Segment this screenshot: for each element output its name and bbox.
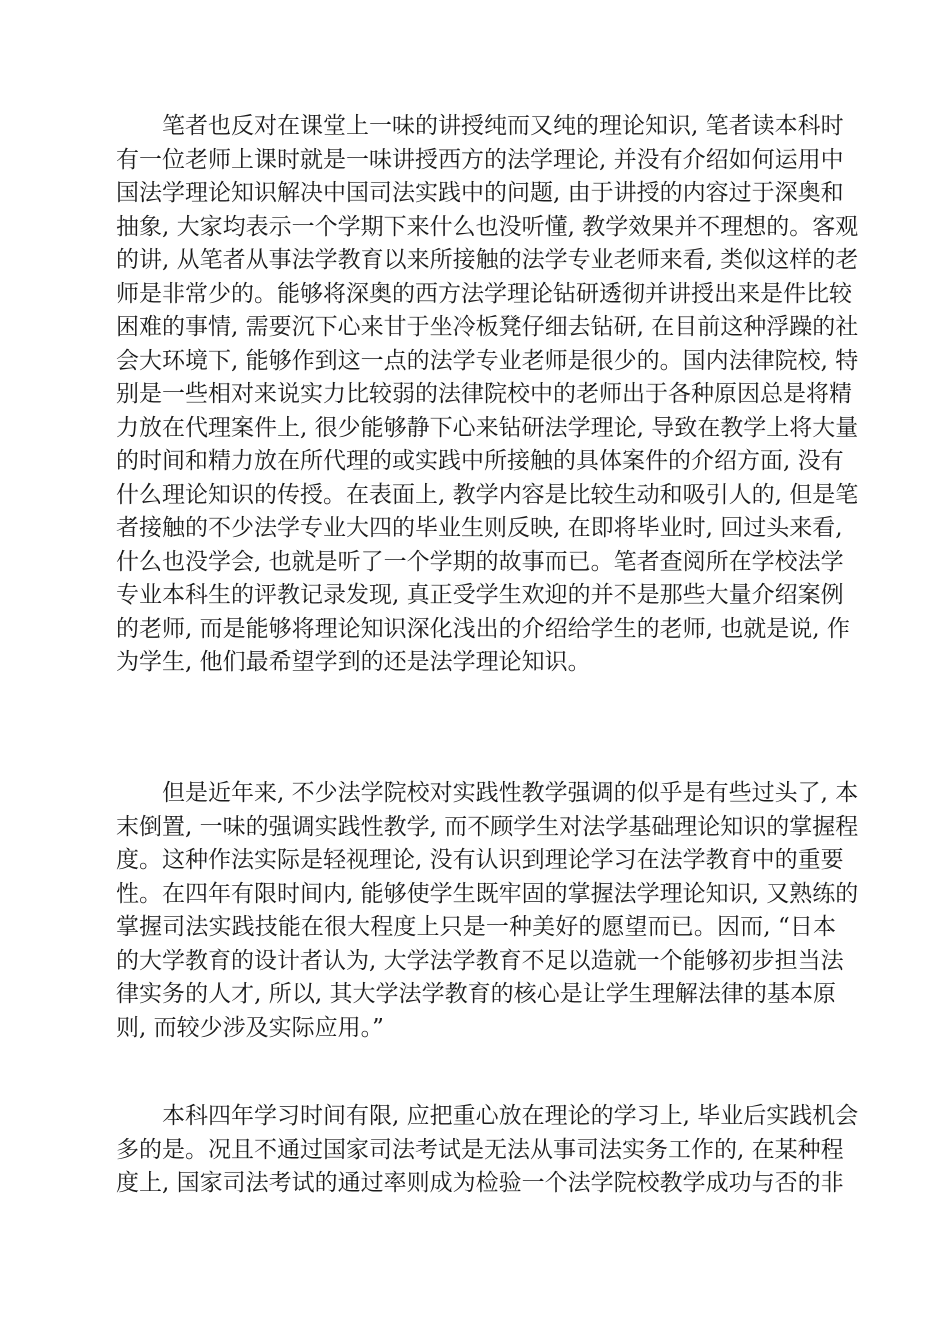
text-line: 力放在代理案件上, 很少能够静下心来钻研法学理论, 导致在教学上将大量 [116,414,859,441]
text-line: 为学生, 他们最希望学到的还是法学理论知识。 [116,649,591,675]
paragraph-2 [116,777,859,1045]
text-line: 的讲, 从笔者从事法学教育以来所接触的法学专业老师来看, 类似这样的老 [116,247,859,273]
text-line: 抽象, 大家均表示一个学期下来什么也没听懂, 教学效果并不理想的。客观 [116,213,859,240]
paragraph-3 [116,1100,859,1201]
text-line: 的时间和精力放在所代理的或实践中所接触的具体案件的介绍方面, 没有 [116,448,844,474]
text-line: 度。这种作法实际是轻视理论, 没有认识到理论学习在法学教育中的重要 [116,847,844,873]
text-line: 多的是。况且不通过国家司法考试是无法从事司法实务工作的, 在某种程 [116,1136,844,1163]
text-line: 会大环境下, 能够作到这一点的法学专业老师是很少的。国内法律院校, 特 [116,347,859,374]
text-line: 专业本科生的评教记录发现, 真正受学生欢迎的并不是那些大量介绍案例 [116,582,844,608]
text-line: 末倒置, 一味的强调实践性教学, 而不顾学生对法学基础理论知识的掌握程 [116,813,859,840]
text-line: 性。在四年有限时间内, 能够使学生既牢固的掌握法学理论知识, 又熟练的 [116,880,859,907]
text-line: 师是非常少的。能够将深奥的西方法学理论钻研透彻并讲授出来是件比较 [116,280,852,307]
text-line: 有一位老师上课时就是一味讲授西方的法学理论, 并没有介绍如何运用中 [116,146,844,173]
text-line: 者接触的不少法学专业大四的毕业生则反映, 在即将毕业时, 回过头来看, [116,515,843,541]
text-line: 的大学教育的设计者认为, 大学法学教育不足以造就一个能够初步担当法 [116,947,844,974]
paragraph-1 [116,110,859,680]
text-line: 本科四年学习时间有限, 应把重心放在理论的学习上, 毕业后实践机会 [162,1103,859,1129]
text-line: 但是近年来, 不少法学院校对实践性教学强调的似乎是有些过头了, 本 [162,780,859,806]
text-line: 什么也没学会, 也就是听了一个学期的故事而已。笔者查阅所在学校法学 [116,548,844,575]
text-line: 则, 而较少涉及实际应用。” [116,1014,384,1041]
text-line: 别是一些相对来说实力比较弱的法律院校中的老师出于各种原因总是将精 [116,381,852,407]
text-line: 国法学理论知识解决中国司法实践中的问题, 由于讲授的内容过于深奥和 [116,180,844,206]
text-line: 度上, 国家司法考试的通过率则成为检验一个法学院校教学成功与否的非 [116,1170,844,1196]
text-line: 笔者也反对在课堂上一味的讲授纯而又纯的理论知识, 笔者读本科时 [162,113,844,139]
text-line: 掌握司法实践技能在很大程度上只是一种美好的愿望而已。因而, “日本 [116,914,836,940]
text-line: 律实务的人才, 所以, 其大学法学教育的核心是让学生理解法律的基本原 [116,981,836,1007]
text-line: 困难的事情, 需要沉下心来甘于坐冷板凳仔细去钻研, 在目前这种浮躁的社 [116,314,859,340]
text-line: 的老师, 而是能够将理论知识深化浅出的介绍给学生的老师, 也就是说, 作 [116,615,850,642]
text-line: 什么理论知识的传授。在表面上, 教学内容是比较生动和吸引人的, 但是笔 [116,481,859,508]
